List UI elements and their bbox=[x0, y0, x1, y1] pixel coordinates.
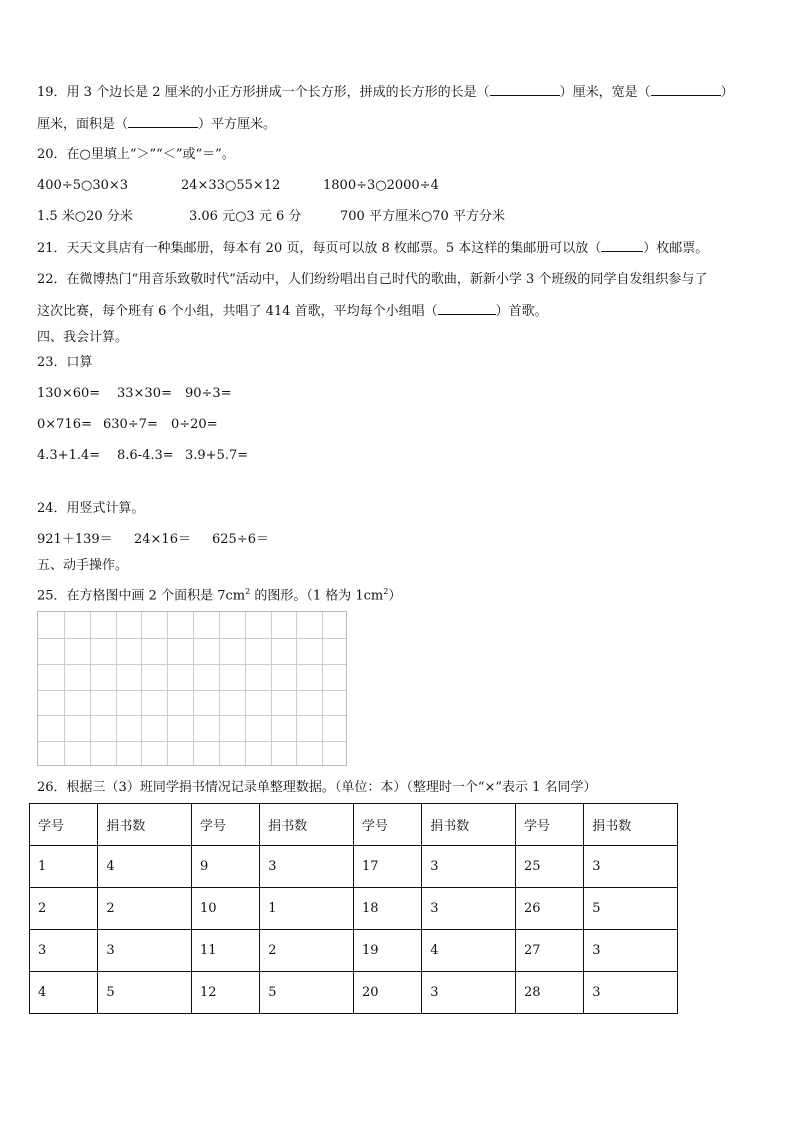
table-cell: 3 bbox=[30, 930, 98, 972]
q23-r2-c2: 630÷7= bbox=[103, 417, 158, 432]
q23-r2-c1: 0×716= bbox=[37, 417, 92, 432]
q22-text-b: ）首歌。 bbox=[495, 304, 548, 319]
table-cell: 捐书数 bbox=[260, 804, 354, 846]
table-cell: 学号 bbox=[191, 804, 259, 846]
square-grid[interactable] bbox=[37, 611, 347, 766]
q20-r2-c3: 700 平方厘米○70 平方分米 bbox=[340, 209, 505, 224]
q21-text-b: ）枚邮票。 bbox=[643, 241, 709, 256]
table-cell: 3 bbox=[584, 846, 678, 888]
table-cell: 3 bbox=[98, 930, 192, 972]
q23-title: 23．口算 bbox=[37, 355, 93, 370]
q24-item-2: 24×16＝ bbox=[134, 532, 191, 547]
q20-r2-c2: 3.06 元○3 元 6 分 bbox=[189, 209, 302, 224]
table-cell: 学号 bbox=[30, 804, 98, 846]
q21-answer-blank[interactable] bbox=[601, 240, 643, 252]
q19-width-blank[interactable] bbox=[651, 84, 721, 96]
q21-text-a: 21．天天文具店有一种集邮册，每本有 20 页，每页可以放 8 枚邮票。5 本这样的集邮册可以放（ bbox=[37, 241, 602, 256]
table-cell: 17 bbox=[353, 846, 421, 888]
table-cell: 1 bbox=[260, 888, 354, 930]
q24-item-1: 921＋139＝ bbox=[37, 532, 113, 547]
table-cell: 27 bbox=[515, 930, 583, 972]
q26-title: 26．根据三（3）班同学捐书情况记录单整理数据。（单位：本）（整理时一个“×”表示 1 名同学） bbox=[37, 780, 597, 795]
q23-r1-c1: 130×60= bbox=[37, 386, 101, 401]
table-cell: 25 bbox=[515, 846, 583, 888]
q24-item-3: 625÷6＝ bbox=[212, 532, 269, 547]
q22-line2 bbox=[37, 303, 548, 320]
table-cell: 4 bbox=[422, 930, 516, 972]
q19-text-a: 19．用 3 个边长是 2 厘米的小正方形拼成一个长方形，拼成的长方形的长是（ bbox=[37, 85, 490, 100]
table-cell: 学号 bbox=[353, 804, 421, 846]
q23-r1-c3: 90÷3= bbox=[185, 386, 232, 401]
table-cell: 捐书数 bbox=[98, 804, 192, 846]
table-cell: 26 bbox=[515, 888, 583, 930]
table-cell: 3 bbox=[584, 930, 678, 972]
table-cell: 18 bbox=[353, 888, 421, 930]
table-cell: 5 bbox=[98, 972, 192, 1014]
q20-r1-c1: 400÷5○30×3 bbox=[37, 178, 129, 193]
q19-line1 bbox=[37, 84, 734, 101]
grid-hline bbox=[38, 715, 346, 716]
q25-text-c: ） bbox=[388, 588, 402, 604]
table-row bbox=[30, 888, 678, 930]
table-cell: 3 bbox=[422, 888, 516, 930]
q23-r2-c3: 0÷20= bbox=[171, 417, 218, 432]
table-cell: 3 bbox=[584, 972, 678, 1014]
section4-heading: 四、我会计算。 bbox=[37, 330, 129, 345]
q20-r1-c2: 24×33○55×12 bbox=[181, 178, 281, 193]
donation-table-body bbox=[30, 804, 678, 1014]
table-cell: 学号 bbox=[515, 804, 583, 846]
donation-table bbox=[29, 803, 678, 1014]
q23-r3-c1: 4.3+1.4= bbox=[37, 448, 101, 463]
table-row bbox=[30, 846, 678, 888]
q20-r1-c3: 1800÷3○2000÷4 bbox=[323, 178, 439, 193]
q23-r3-c2: 8.6-4.3= bbox=[117, 448, 174, 463]
table-row bbox=[30, 930, 678, 972]
q25-text-b: 的图形。（1 格为 1cm bbox=[250, 588, 384, 604]
table-cell: 3 bbox=[422, 972, 516, 1014]
table-cell: 19 bbox=[353, 930, 421, 972]
table-cell: 1 bbox=[30, 846, 98, 888]
table-cell: 3 bbox=[422, 846, 516, 888]
grid-hline bbox=[38, 741, 346, 742]
q19-length-blank[interactable] bbox=[490, 84, 560, 96]
q23-r1-c2: 33×30= bbox=[117, 386, 172, 401]
table-cell: 5 bbox=[260, 972, 354, 1014]
q25-text-a: 25．在方格图中画 2 个面积是 7cm bbox=[37, 588, 246, 604]
table-header-row bbox=[30, 804, 678, 846]
q19-text-e: ）平方厘米。 bbox=[198, 117, 277, 132]
q20-r2-c1: 1.5 米○20 分米 bbox=[37, 209, 133, 224]
table-cell: 20 bbox=[353, 972, 421, 1014]
table-cell: 4 bbox=[30, 972, 98, 1014]
q22-answer-blank[interactable] bbox=[438, 303, 496, 315]
q22-text-a: 这次比赛，每个班有 6 个小组，共唱了 414 首歌，平均每个小组唱（ bbox=[37, 304, 438, 319]
table-cell: 捐书数 bbox=[422, 804, 516, 846]
q19-area-blank[interactable] bbox=[128, 116, 198, 128]
table-cell: 5 bbox=[584, 888, 678, 930]
section5-heading: 五、动手操作。 bbox=[37, 558, 129, 573]
table-cell: 10 bbox=[191, 888, 259, 930]
table-cell: 28 bbox=[515, 972, 583, 1014]
table-cell: 12 bbox=[191, 972, 259, 1014]
table-cell: 3 bbox=[260, 846, 354, 888]
q23-r3-c3: 3.9+5.7= bbox=[185, 448, 249, 463]
q20-title: 20．在○里填上“＞”“＜”或“＝”。 bbox=[37, 147, 235, 162]
table-cell: 9 bbox=[191, 846, 259, 888]
table-cell: 2 bbox=[30, 888, 98, 930]
q19-line2 bbox=[37, 116, 276, 133]
grid-hline bbox=[38, 690, 346, 691]
q25-sup-1: 2 bbox=[245, 587, 251, 596]
table-cell: 捐书数 bbox=[584, 804, 678, 846]
table-cell: 11 bbox=[191, 930, 259, 972]
q22-line1: 22．在微博热门“用音乐致敬时代”活动中，人们纷纷唱出自己时代的歌曲，新新小学 3 个班级的同学自发组织参与了 bbox=[37, 272, 708, 287]
grid-hline bbox=[38, 638, 346, 639]
grid-hline bbox=[38, 664, 346, 665]
q25-sup-2: 2 bbox=[383, 587, 389, 596]
table-row bbox=[30, 972, 678, 1014]
q25-title bbox=[37, 584, 401, 604]
q19-text-c: ） bbox=[720, 85, 734, 100]
q19-text-b: ）厘米，宽是（ bbox=[559, 85, 651, 100]
q19-text-d: 厘米，面积是（ bbox=[37, 117, 129, 132]
table-cell: 4 bbox=[98, 846, 192, 888]
table-cell: 2 bbox=[98, 888, 192, 930]
table-cell: 2 bbox=[260, 930, 354, 972]
q24-title: 24．用竖式计算。 bbox=[37, 501, 145, 516]
q21-line bbox=[37, 240, 708, 257]
